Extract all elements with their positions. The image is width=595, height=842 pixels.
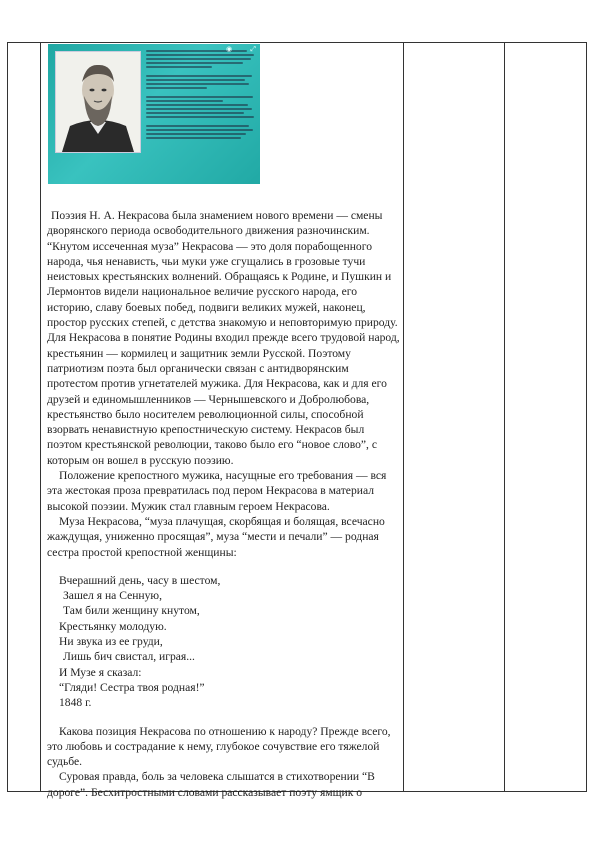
paragraph-4: Какова позиция Некрасова по отношению к народу? Прежде всего, это любовь и сострадание к нему, глубокое сочувствие его тяжелой судьбе. (47, 724, 391, 769)
paragraph-5: Суровая правда, боль за человека слышатся в стихотворении “В дороге”. Бесхитростными словами рассказывает поэту ямщик о (47, 770, 375, 799)
verse-line: Там били женщину кнутом, (63, 604, 200, 618)
verse-line: Зашел я на Сенную, (63, 589, 162, 603)
paragraph-2: Положение крепостного мужика, насущные его требования — вся эта жестокая проза превратилась под пером Некрасова в материал высокой поэзии. Мужик стал главным героем Некрасова. (47, 469, 387, 513)
paragraph-3: Муза Некрасова, “муза плачущая, скорбящая и болящая, всечасно жаждущая, униженно просящая”, муза “мести и печали” — родная сестра простой крепостной женщины: (47, 514, 385, 559)
verse-line: И Музе я сказал: (59, 665, 142, 679)
table-border-right (586, 43, 587, 791)
paragraph-1: Поэзия Н. А. Некрасова была знамением нового времени — смены дворянского периода освободительного движения разночинским. “Кнутом иссеченная муза” Некрасова — это доля порабощенного народа, чья ненависть, чьи муки уже сгущались в грозовые тучи неистовых крестьянских волнений. Обращаясь к Родине, и Пушкин и Лермонтов видели национальное величие русского народа, его историю, славу боевых побед, подвиги великих мужей, наконец, простор русских степей, с детства знакомую и неповторимую природу. Для Некрасова в понятие Родины входил прежде всего трудовой народ, крестьянин — кормилец и защитник земли Русской. Поэтому патриотизм поэта был органически связан с антидворянским протестом против угнетателей мужика. Для Некрасова, как и для его друзей и единомышленников — Чернышевского и Добролюбова, крестьянство было носителем революционной силы, способной взорвать ненавистную крепостническую систему. Некрасов был поэтом крестьянской революции, таково было его “новое слово”, с которым он вошел в русскую поэзию. (47, 209, 400, 467)
table-column-divider-1 (40, 43, 41, 791)
table-border-left (7, 43, 8, 791)
portrait-image (55, 51, 141, 153)
verse-line: “Гляди! Сестра твоя родная!” (59, 680, 205, 694)
verse-date: 1848 г. (59, 696, 92, 710)
verse-line: Лишь бич свистал, играя... (63, 650, 195, 664)
article-text (47, 208, 402, 800)
slide-expand-icon[interactable]: ⤢ (250, 45, 256, 53)
slide-image (48, 44, 260, 184)
verse-line: Ни звука из ее груди, (59, 635, 163, 649)
verse-line: Крестьянку молодую. (59, 619, 167, 633)
slide-camera-icon[interactable]: ◉ (226, 45, 233, 53)
table-column-divider-2 (403, 43, 404, 791)
slide-toolbar (226, 45, 256, 54)
poem-quote (59, 573, 402, 711)
verse-line: Вчерашний день, часу в шестом, (59, 573, 221, 587)
table-column-divider-3 (504, 43, 505, 791)
portrait-drawing (56, 52, 140, 152)
slide-text-block (146, 46, 256, 176)
